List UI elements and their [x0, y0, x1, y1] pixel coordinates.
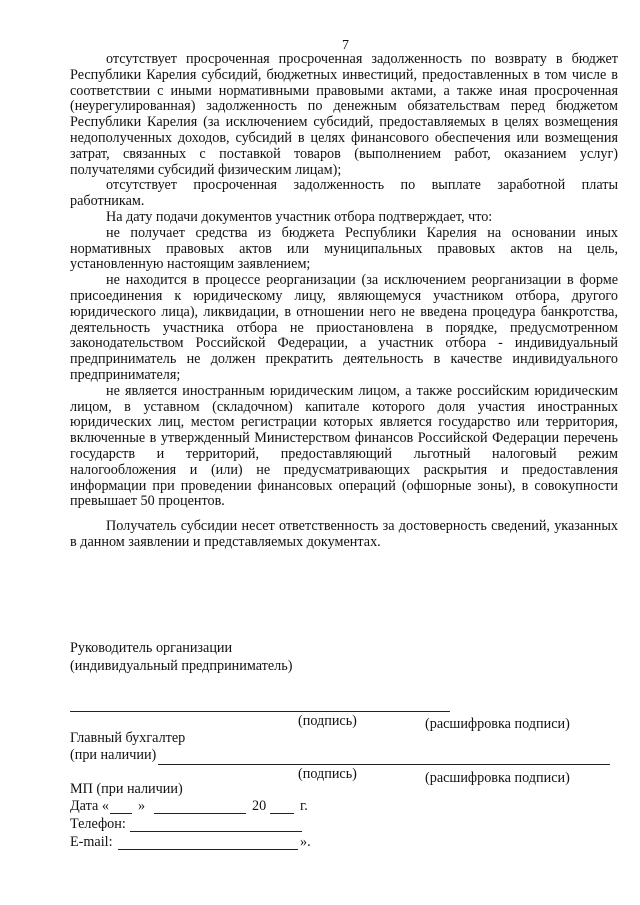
accountant-decoding-caption: (расшифровка подписи)	[425, 770, 570, 786]
stamp-label: МП (при наличии)	[70, 781, 183, 797]
paragraph-responsibility: Получатель субсидии несет ответственность за достоверность сведений, указанных в данном заявлении и представляемых документах.	[70, 518, 618, 550]
phone-line	[130, 831, 302, 832]
date-month-line	[154, 813, 246, 814]
date-year-prefix: 20	[252, 798, 267, 814]
paragraph-confirmation-intro: На дату подачи документов участник отбора подтверждает, что:	[106, 208, 493, 225]
accountant-signature-line	[158, 764, 610, 765]
accountant-signature-caption: (подпись)	[298, 766, 357, 782]
document-body	[70, 52, 618, 551]
email-end: ».	[300, 834, 311, 850]
date-label: Дата «	[70, 798, 109, 814]
date-year-suffix: г.	[300, 798, 308, 814]
head-decoding-caption: (расшифровка подписи)	[425, 716, 570, 732]
phone-label: Телефон:	[70, 816, 126, 832]
accountant-subtitle: (при наличии)	[70, 747, 157, 763]
paragraph-no-reorganization: не находится в процессе реорганизации (за исключением реорганизации в форме присоединения к юридическому лицу, являющемуся участником отбора, другого юридического лица), ликвидации, в отношении него не введена процедура банкротства, деятельность участника отбора не приостановлена в порядке, предусмотренном законодательством Российской Федерации, а участник отбора - индивидуальный предприниматель не должен прекратить деятельность в качестве индивидуального предпринимателя;	[70, 272, 618, 383]
head-signature-caption: (подпись)	[298, 713, 357, 729]
head-subtitle: (индивидуальный предприниматель)	[70, 658, 293, 674]
head-title: Руководитель организации	[70, 640, 233, 656]
date-close-quote: »	[138, 798, 146, 814]
accountant-title: Главный бухгалтер	[70, 730, 186, 746]
date-day-line	[110, 813, 132, 814]
head-signature-line	[70, 711, 450, 712]
paragraph-not-foreign-entity: не является иностранным юридическим лицом, а также российским юридическим лицом, в уставном (складочном) капитале которого доля участия иностранных юридических лиц, местом регистрации которых является государство или территория, включенные в утвержденный Министерством финансов Российской Федерации перечень государств и территорий, предоставляющий льготный налоговый режим налогообложения и (или) не предусматривающих раскрытия и предоставления информации при проведении финансовых операций (офшорные зоны), в совокупности превышает 50 процентов.	[70, 382, 618, 510]
page-number: 7	[342, 38, 349, 53]
paragraph-no-salary-debt: отсутствует просроченная задолженность по выплате заработной платы работникам.	[70, 177, 618, 210]
paragraph-no-overdue-debt: отсутствует просроченная просроченная задолженность по возврату в бюджет Республики Карелия субсидий, бюджетных инвестиций, предоставленных в том числе в соответствии с иными нормативными правовыми актами, а также иная просроченная (неурегулированная) задолженность по денежным обязательствам перед бюджетом Республики Карелия (за исключением субсидий, предоставляемых в целях возмещения недополученных доходов, субсидий в целях финансового обеспечения или возмещения затрат, связанных с поставкой товаров (выполнением работ, оказанием услуг) получателями субсидий физическим лицам);	[70, 51, 618, 178]
paragraph-no-other-funds: не получает средства из бюджета Республики Карелия на основании иных нормативных правовых актов или муниципальных правовых актов на цель, установленную настоящим заявлением;	[70, 224, 618, 273]
email-line	[118, 849, 298, 850]
email-label: E-mail:	[70, 834, 113, 850]
date-year-line	[270, 813, 294, 814]
